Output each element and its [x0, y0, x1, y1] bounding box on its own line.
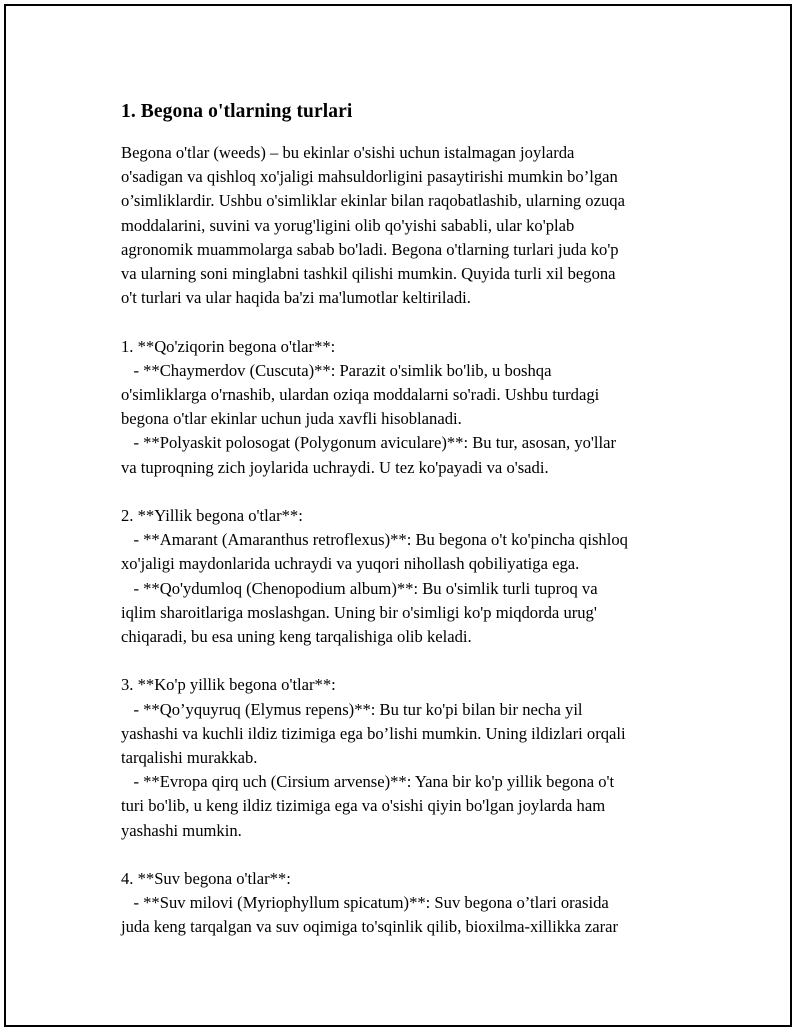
list-item: - **Qo’yquyruq (Elymus repens)**: Bu tur ko'pi bilan bir necha yil yashashi va kuchli ildiz tizimiga ega bo’lishi mumkin. Uning ildizlari orqali tarqalishi murakkab. [121, 699, 626, 768]
list-item: - **Amarant (Amaranthus retroflexus)**: Bu begona o't ko'pincha qishloq xo'jaligi maydonlarida uchraydi va yuqori nihollash qobiliyatiga ega. [121, 530, 628, 574]
section-perennial-weeds [121, 673, 691, 842]
list-item: - **Evropa qirq uch (Cirsium arvense)**: Yana bir ko'p yillik begona o't turi bo'lib, u keng ildiz tizimiga ega va o'sishi qiyin bo'lgan joylarda ham yashashi mumkin. [121, 772, 615, 840]
section-heading: 4. **Suv begona o'tlar**: [121, 869, 291, 889]
list-item: - **Chaymerdov (Cuscuta)**: Parazit o'simlik bo'lib, u boshqa o'simliklarga o'rnashib, ulardan oziqa moddalarni so'radi. Ushbu turdagi begona o'tlar ekinlar uchun juda xavfli hisoblanadi. [121, 360, 600, 429]
document-body [121, 99, 691, 940]
intro-paragraph: Begona o'tlar (weeds) – bu ekinlar o'sishi uchun istalmagan joylarda o'sadigan va qishloq xo'jaligi mahsuldorligini pasaytirishi mumkin bo’lgan o’simliklardir. Ushbu o'simliklar ekinlar bilan raqobatlashib, ularning ozuqa moddalarini, suvini va yorug'ligini olib qo'yishi sababli, ular ko'plab agronomik muammolarga sabab bo'ladi. Begona o'tlarning turlari juda ko'p va ularning soni minglabni tashkil qilishi mumkin. Quyida turli xil begona o't turlari va ular haqida ba'zi ma'lumotlar keltiriladi. [121, 143, 625, 308]
page-title: 1. Begona o'tlarning turlari [121, 101, 353, 122]
paragraph-spacer [121, 843, 691, 867]
section-heading: 3. **Ko'p yillik begona o'tlar**: [121, 675, 336, 695]
document-page [4, 4, 792, 1027]
section-cuscuta-group [121, 335, 691, 480]
list-item: - **Suv milovi (Myriophyllum spicatum)**: Suv begona o’tlari orasida juda keng tarqalgan va suv oqimiga to'sqinlik qilib, bioxilma-xillikka zarar [121, 893, 619, 937]
paragraph-spacer [121, 480, 691, 504]
list-item: - **Polyaskit polosogat (Polygonum aviculare)**: Bu tur, asosan, yo'llar va tuproqning zich joylarida uchraydi. U tez ko'payadi va o'sadi. [121, 433, 617, 477]
list-item: - **Qo'ydumloq (Chenopodium album)**: Bu o'simlik turli tuproq va iqlim sharoitlariga moslashgan. Uning bir o'simligi ko'p miqdorda urug' chiqaradi, bu esa uning keng tarqalishiga olib keladi. [121, 578, 598, 647]
section-heading: 1. **Qo'ziqorin begona o'tlar**: [121, 336, 336, 356]
section-annual-weeds [121, 504, 691, 649]
section-heading: 2. **Yillik begona o'tlar**: [121, 506, 303, 526]
section-aquatic-weeds [121, 867, 691, 940]
paragraph-spacer [121, 649, 691, 673]
paragraph-spacer [121, 310, 691, 334]
